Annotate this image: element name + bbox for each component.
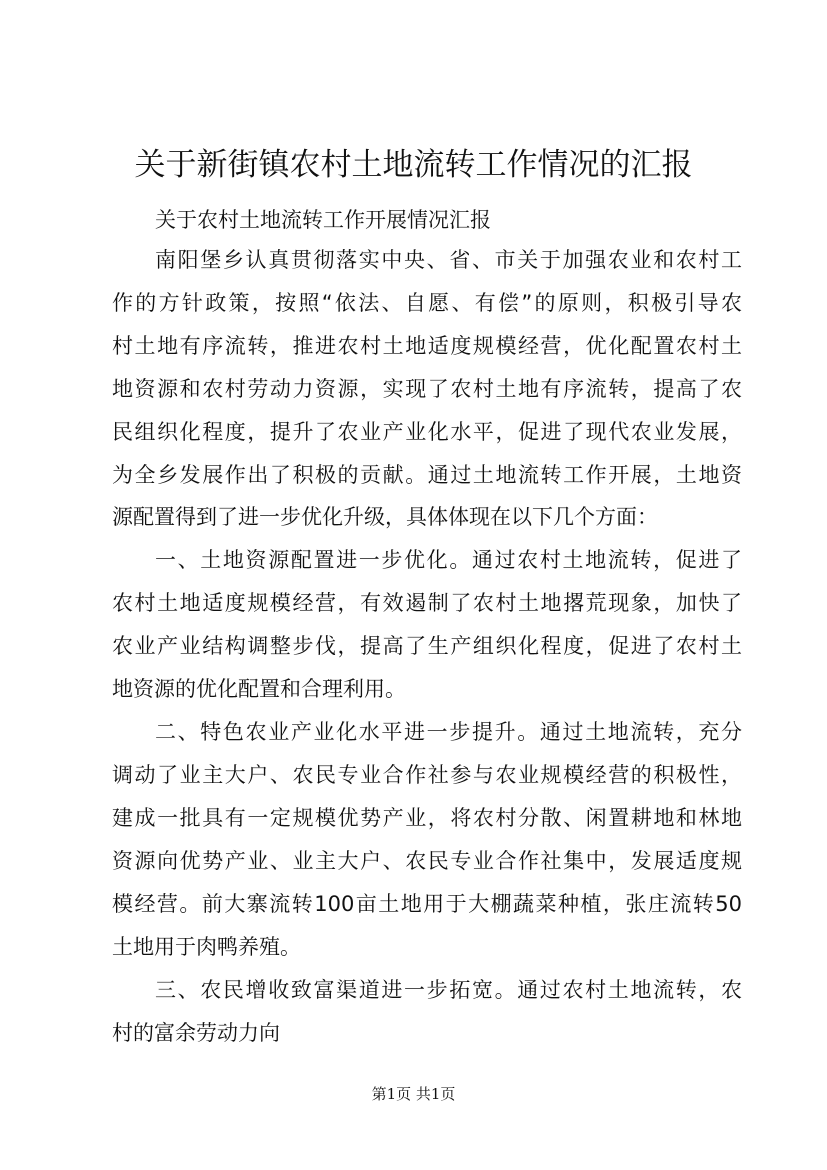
- paragraph-line: 村的富余劳动力向: [112, 1021, 280, 1045]
- paragraph-line: 村土地有序流转，推进农村土地适度规模经营，优化配置农村土: [112, 334, 742, 358]
- paragraph-line: 土地用于肉鸭养殖。: [112, 935, 301, 959]
- paragraph-line: 资源向优势产业、业主大户、农民专业合作社集中，发展适度规: [112, 849, 742, 873]
- paragraph-line: 三、农民增收致富渠道进一步拓宽。通过农村土地流转，农: [155, 978, 742, 1002]
- paragraph-line: 作的方针政策，按照“依法、自愿、有偿”的原则，积极引导农: [112, 291, 742, 315]
- paragraph-line: 源配置得到了进一步优化升级，具体体现在以下几个方面：: [112, 505, 658, 529]
- page-number-footer: 第1页 共1页: [371, 1085, 456, 1103]
- paragraph-line: 调动了业主大户、农民专业合作社参与农业规模经营的积极性，: [112, 763, 742, 787]
- document-subtitle: 关于农村土地流转工作开展情况汇报: [155, 208, 491, 232]
- paragraph-line: 地资源和农村劳动力资源，实现了农村土地有序流转，提高了农: [112, 377, 742, 401]
- paragraph-line: 一、土地资源配置进一步优化。通过农村土地流转，促进了: [155, 548, 742, 572]
- paragraph-line: 南阳堡乡认真贯彻落实中央、省、市关于加强农业和农村工: [155, 248, 742, 272]
- paragraph-line: 为全乡发展作出了积极的贡献。通过土地流转工作开展，土地资: [112, 463, 742, 487]
- paragraph-line: 二、特色农业产业化水平进一步提升。通过土地流转，充分: [155, 720, 742, 744]
- paragraph-line: 建成一批具有一定规模优势产业，将农村分散、闲置耕地和林地: [112, 806, 742, 830]
- paragraph-line: 农业产业结构调整步伐，提高了生产组织化程度，促进了农村土: [112, 634, 742, 658]
- paragraph-line: 民组织化程度，提升了农业产业化水平，促进了现代农业发展，: [112, 420, 742, 444]
- paragraph-line: 模经营。前大寨流转100亩土地用于大棚蔬菜种植，张庄流转50: [112, 892, 742, 916]
- paragraph-line: 农村土地适度规模经营，有效遏制了农村土地撂荒现象，加快了: [112, 591, 742, 615]
- paragraph-line: 地资源的优化配置和合理利用。: [112, 677, 406, 701]
- document-title: 关于新街镇农村土地流转工作情况的汇报: [134, 147, 693, 183]
